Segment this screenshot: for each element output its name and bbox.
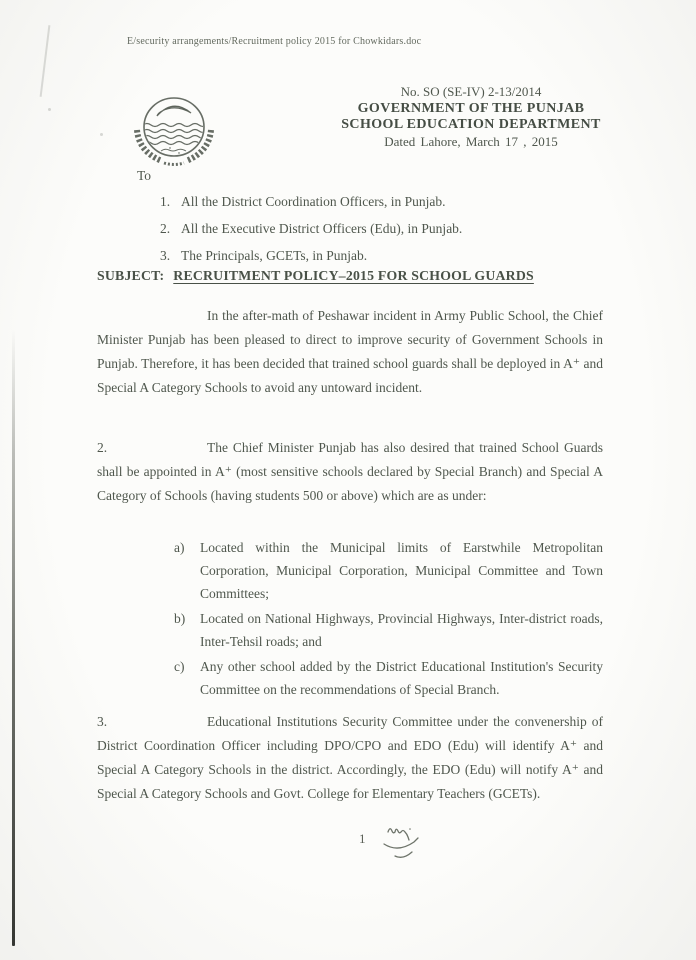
- addressee-number: 2.: [160, 221, 171, 236]
- addressee-text: All the District Coordination Officers, in Punjab.: [181, 194, 446, 209]
- letterhead: [328, 84, 614, 150]
- department-title: SCHOOL EDUCATION DEPARTMENT: [341, 117, 601, 132]
- paragraph-3-number: 3.: [97, 714, 108, 729]
- paragraph-1: In the after-math of Peshawar incident in Army Public School, the Chief Minister Punjab has been pleased to direct to improve security of Government Schools in Punjab. Therefore, it has been decided that trained school guards shall be deployed in A⁺ and Special A Category Schools to avoid any untoward incident.: [97, 308, 603, 395]
- scan-speck: [48, 108, 51, 111]
- scan-edge-shadow: [12, 330, 15, 946]
- reference-number: No. SO (SE-IV) 2-13/2014: [400, 84, 542, 99]
- scan-speck: [100, 133, 103, 136]
- addressee-item: [160, 188, 462, 215]
- category-criteria-list: [174, 536, 603, 703]
- subject-title: RECRUITMENT POLICY–2015 FOR SCHOOL GUARDS: [173, 268, 534, 283]
- addressee-number: 1.: [160, 194, 171, 209]
- scan-crease-artifact: [40, 25, 51, 97]
- file-reference: E/security arrangements/Recruitment policy 2015 for Chowkidars.doc: [127, 36, 422, 47]
- list-text: Located within the Municipal limits of Earstwhile Metropolitan Corporation, Municipal Corporation, Municipal Committee and Town Committees;: [200, 540, 603, 601]
- page-number: 1: [359, 831, 366, 846]
- list-item: [174, 536, 603, 605]
- paragraph-3-text: Educational Institutions Security Committee under the convenership of District Coordination Officer including DPO/CPO and EDO (Edu) will identify A⁺ and Special A Category Schools in the district. Accordingly, the EDO (Edu) will notify A⁺ and Special A Category Schools and Govt. College for Elementary Teachers (GCETs).: [97, 714, 603, 801]
- paragraph-2-number: 2.: [97, 440, 108, 455]
- list-text: Any other school added by the District Educational Institution's Security Committee on the recommendations of Special Branch.: [200, 659, 603, 697]
- list-item: [174, 607, 603, 653]
- subject-label: SUBJECT:: [97, 268, 165, 283]
- list-item: [174, 655, 603, 701]
- list-marker: b): [174, 611, 186, 626]
- subject-line: [97, 268, 602, 284]
- paragraph-2: [97, 436, 603, 508]
- addressee-list: [160, 188, 462, 269]
- list-marker: a): [174, 540, 185, 555]
- addressee-item: [160, 242, 462, 269]
- date-line: Dated Lahore, March 17 , 2015: [384, 133, 558, 149]
- list-marker: c): [174, 659, 185, 674]
- punjab-emblem-icon: [126, 95, 222, 174]
- list-text: Located on National Highways, Provincial Highways, Inter-district roads, Inter-Tehsil roads; and: [200, 611, 603, 649]
- salutation: To: [137, 168, 152, 183]
- government-title: GOVERNMENT OF THE PUNJAB: [357, 100, 585, 116]
- addressee-number: 3.: [160, 248, 171, 263]
- addressee-text: All the Executive District Officers (Edu), in Punjab.: [181, 221, 463, 236]
- handwritten-initials-mark: [379, 822, 441, 879]
- addressee-text: The Principals, GCETs, in Punjab.: [181, 248, 368, 263]
- addressee-item: [160, 215, 462, 242]
- paragraph-3: [97, 710, 603, 806]
- paragraph-2-text: The Chief Minister Punjab has also desired that trained School Guards shall be appointed in A⁺ (most sensitive schools declared by Special Branch) and Special A Category of Schools (having students 500 or above) which are as under:: [97, 440, 603, 503]
